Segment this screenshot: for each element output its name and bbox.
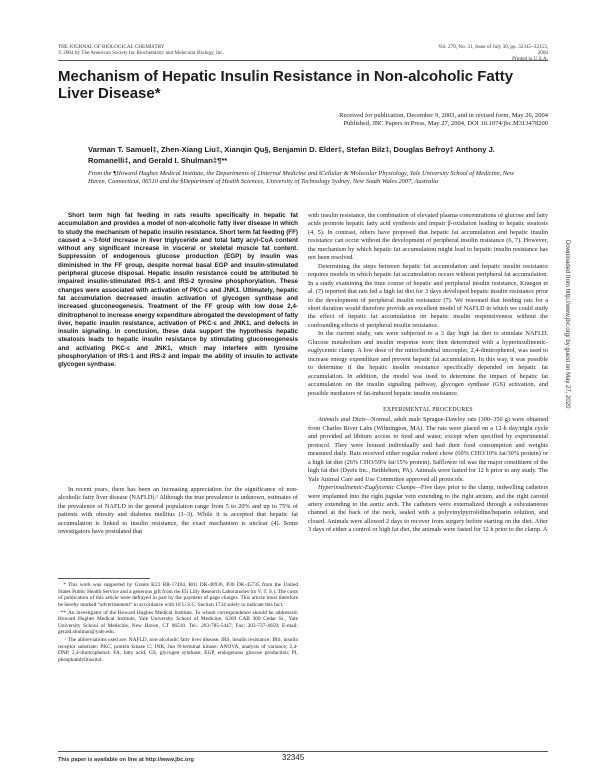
journal-header — [58, 44, 224, 56]
intro-text: In recent years, there has been an increasing appreciation for the significance of non-alcoholic fatty liver disease (NAFLD).¹ Although the true prevalence is unknown, estimates of the prevalence of NAFLD in the general population range from 5 to 20% and up to 75% of patients with obesity and diabetes mellitus (1–3). While it is accepted that hepatic fat accumulation is linked to insulin resistance, the exact mechanism is unclear (4). Some investigators have postulated that — [58, 486, 298, 536]
header-rule — [58, 60, 548, 61]
methods-animals-paragraph: Animals and Diets—Normal, adult male Sprague-Dawley rats (300–350 g) were obtained from Charles River Labs (Wilmington, MA). The rats were placed on a 12-h day/night cycle and provided ad libitum access to food and water, except when specified by experimental protocol. They were housed individually and had their food consumption and weights measured daily. Rats received either regular rodent chow (60% CHO/10% fat/30% protein) or a high fat diet (26% CHO/59% fat/15% protein). Safflower oil was the major constituent of the high fat diet (Dyets Inc., Bethlehem, PA). Animals were fasted for 12 h prior to any study. The Yale Animal Care and Use Committee approved all protocols. — [308, 416, 549, 483]
right-column — [308, 212, 548, 535]
received-info — [262, 112, 548, 128]
printed-line: Printed in U.S.A. — [512, 56, 548, 63]
volume-line: Vol. 279, No. 31, Issue of July 30, pp. 32345–32353, 2004 — [438, 44, 548, 57]
affiliation: From the ¶Howard Hughes Medical Institute, the Departments of ‡Internal Medicine and ‖Cellular & Molecular Physiology, Yale University School of Medicine, New Haven, Connecticut, 06510 and the §Department of Health Sciences, University of Technology Sydney, New South Wales 2007, Australia — [88, 170, 515, 185]
article-title: Mechanism of Hepatic Insulin Resistance in Non-alcoholic Fatty Liver Disease* — [58, 68, 514, 102]
received-line: Received for publication, December 9, 2003, and in revised form, May 26, 2004 — [339, 112, 548, 119]
footnote-correspondence: ** An investigator of the Howard Hughes Medical Institute. To whom correspondence should be addressed: Howard Hughes Medical Institute, Yale University School of Medicine, S269 CAB 300 Cedar St., Yale University School of Medicine, New Haven, CT 06510. Tel.: 203-785-5447; Fax: 203-737-4059; E-mail: gerald.shulman@yale.edu. — [58, 609, 298, 635]
footnotes — [58, 582, 298, 665]
methods-clamp-paragraph: Hyperinsulinemic-Euglycemic Clamps—Five days prior to the clamp, indwelling catheters were implanted into the right jugular vein extending to the right atrium, and the right carotid artery extending to the aortic arch. The catheters were externalized through a subcutaneous channel at the back of the neck, sealed with a polyvinylpyrrolidine/heparin solution, and closed. Animals were allowed 2 days to recover from surgery before starting on the diet. After 3 days of either a control or high fat diet, the animals were fasted for 12 h prior to the clamp. A — [308, 484, 548, 534]
right-paragraph-1: with insulin resistance, the combination of elevated plasma concentrations of glucose and fatty acids promote hepatic fatty acid synthesis and impair β-oxidation leading to hepatic steatosis (4, 5). In contrast, others have proposed that hepatic fat accumulation and hepatic insulin resistance can occur without the development of peripheral insulin resistance (6, 7). However, the mechanism by which hepatic fat accumulation might lead to hepatic insulin resistance has not been resolved. — [308, 212, 548, 262]
methods-animals-lead: Animals and Diets— — [318, 416, 372, 424]
copyright-line: © 2004 by The American Society for Biochemistry and Molecular Biology, Inc. — [58, 50, 224, 57]
intro-left-column — [58, 486, 298, 537]
footnote-rule — [58, 578, 150, 579]
methods-clamp-lead: Hyperinsulinemic-Euglycemic Clamps— — [318, 484, 421, 492]
section-heading-methods: EXPERIMENTAL PROCEDURES — [383, 406, 473, 413]
download-watermark-text: Downloaded from http://www.jbc.org/ by guest on May 27, 2020 — [564, 240, 570, 409]
right-paragraph-2: Determining the steps between hepatic fat accumulation and hepatic insulin resistance requires models in which hepatic fat accumulation occurs without peripheral fat accumulation. In a study examining the time course of hepatic and peripheral insulin resistance, Kraegen et al. (7) reported that rats fed a high fat diet for 3 days developed hepatic insulin resistance prior to the development of peripheral insulin resistance (7). We reasoned that feeding rats for a short duration would therefore provide an excellent model of NAFLD in which we could study the effect of hepatic fat accumulation on hepatic insulin responsiveness without the confounding effects of peripheral insulin resistance. — [308, 262, 548, 329]
right-paragraph-3: In the current study, rats were subjected to a 3 day high fat diet to simulate NAFLD. Glucose metabolism and insulin response were then determined with a hyperinsulinemic-euglycemic clamp. A low dose of the mitochondrial uncoupler, 2,4-dinitrophenol, was used to increase energy expenditure and prevent hepatic fat accumulation. In this way, it was possible to determine if the hepatic insulin resistance specifically depended on hepatic fat accumulation. In addition, the model was used to determine the impact of hepatic fat accumulation on the insulin signaling pathway, glycogen synthase (GS) activation, and possible mediators of fat-induced hepatic insulin resistance. — [308, 330, 548, 397]
footnote-funding: * This work was supported by Grants K23 RR-17404, R01 DK-40936, P30 DK-45735 from the United States Public Health Service and a generous gift from the Eli Lilly Research Laboratories (to V. T. S.). The costs of publication of this article were defrayed in part by the payment of page charges. This article must therefore be hereby marked “advertisement” in accordance with 18 U.S.C. Section 1734 solely to indicate this fact. — [58, 582, 298, 608]
published-line: Published, JBC Papers in Press, May 27, 2004, DOI 10.1074/jbc.M313478200 — [343, 120, 548, 127]
abstract-text: Short term high fat feeding in rats results specifically in hepatic fat accumulation and provides a model of non-alcoholic fatty liver disease in which to study the mechanism of hepatic insulin resistance. Short term fat feeding (FF) caused a ∼3-fold increase in liver triglyceride and total fatty acyl-CoA content without any significant increase in visceral or skeletal muscle fat content. Suppression of endogenous glucose production (EGP) by insulin was diminished in the FF group, despite normal basal EGP and insulin-stimulated peripheral glucose disposal. Hepatic insulin resistance could be attributed to impaired insulin-stimulated IRS-1 and IRS-2 tyrosine phosphorylation. These changes were associated with activation of PKC-ε and JNK1. Ultimately, hepatic fat accumulation decreased insulin activation of glycogen synthase and increased gluconeogenesis. Treatment of the FF group with low dose 2,4-dinitrophenol to increase energy expenditure abrogated the development of fatty liver, hepatic insulin resistance, activation of PKC-ε and JNK1, and defects in insulin signaling. In conclusion, these data support the hypothesis hepatic steatosis leads to hepatic insulin resistance by stimulating gluconeogenesis and activating PKC-ε and JNK1, which may interfere with tyrosine phosphorylation of IRS-1 and IRS-2 and impair the ability of insulin to activate glycogen synthase. — [58, 212, 298, 369]
abstract — [58, 212, 298, 370]
footer-rule — [58, 751, 548, 752]
journal-name: THE JOURNAL OF BIOLOGICAL CHEMISTRY — [58, 44, 165, 50]
footnote-abbreviations: ¹ The abbreviations used are: NAFLD, non-alcoholic fatty liver disease; IRS, insulin resistance; IRS, insulin receptor substrate; PKC, protein kinase C; JNK, Jun N-terminal kinase; ANOVA, analysis of variance; 2,4-DNP, 2,4-dinitrophenol; FA, fatty acid; GS, glycogen synthase; EGP, endogenous glucose production; PI, phosphatidylinositol. — [58, 637, 298, 663]
page-number: 32345 — [282, 753, 305, 762]
footer-availability: This paper is available on line at http://www.jbc.org — [58, 757, 194, 763]
author-list: Varman T. Samuel‡, Zhen-Xiang Liu‡, Xianqin Qu§, Benjamin D. Elder‡, Stefan Bilz‡, Douglas Befroy‡ Anthony J. Romanelli‡, and Gerald I. Shulman‡¶** — [88, 145, 495, 165]
download-watermark — [562, 240, 572, 640]
